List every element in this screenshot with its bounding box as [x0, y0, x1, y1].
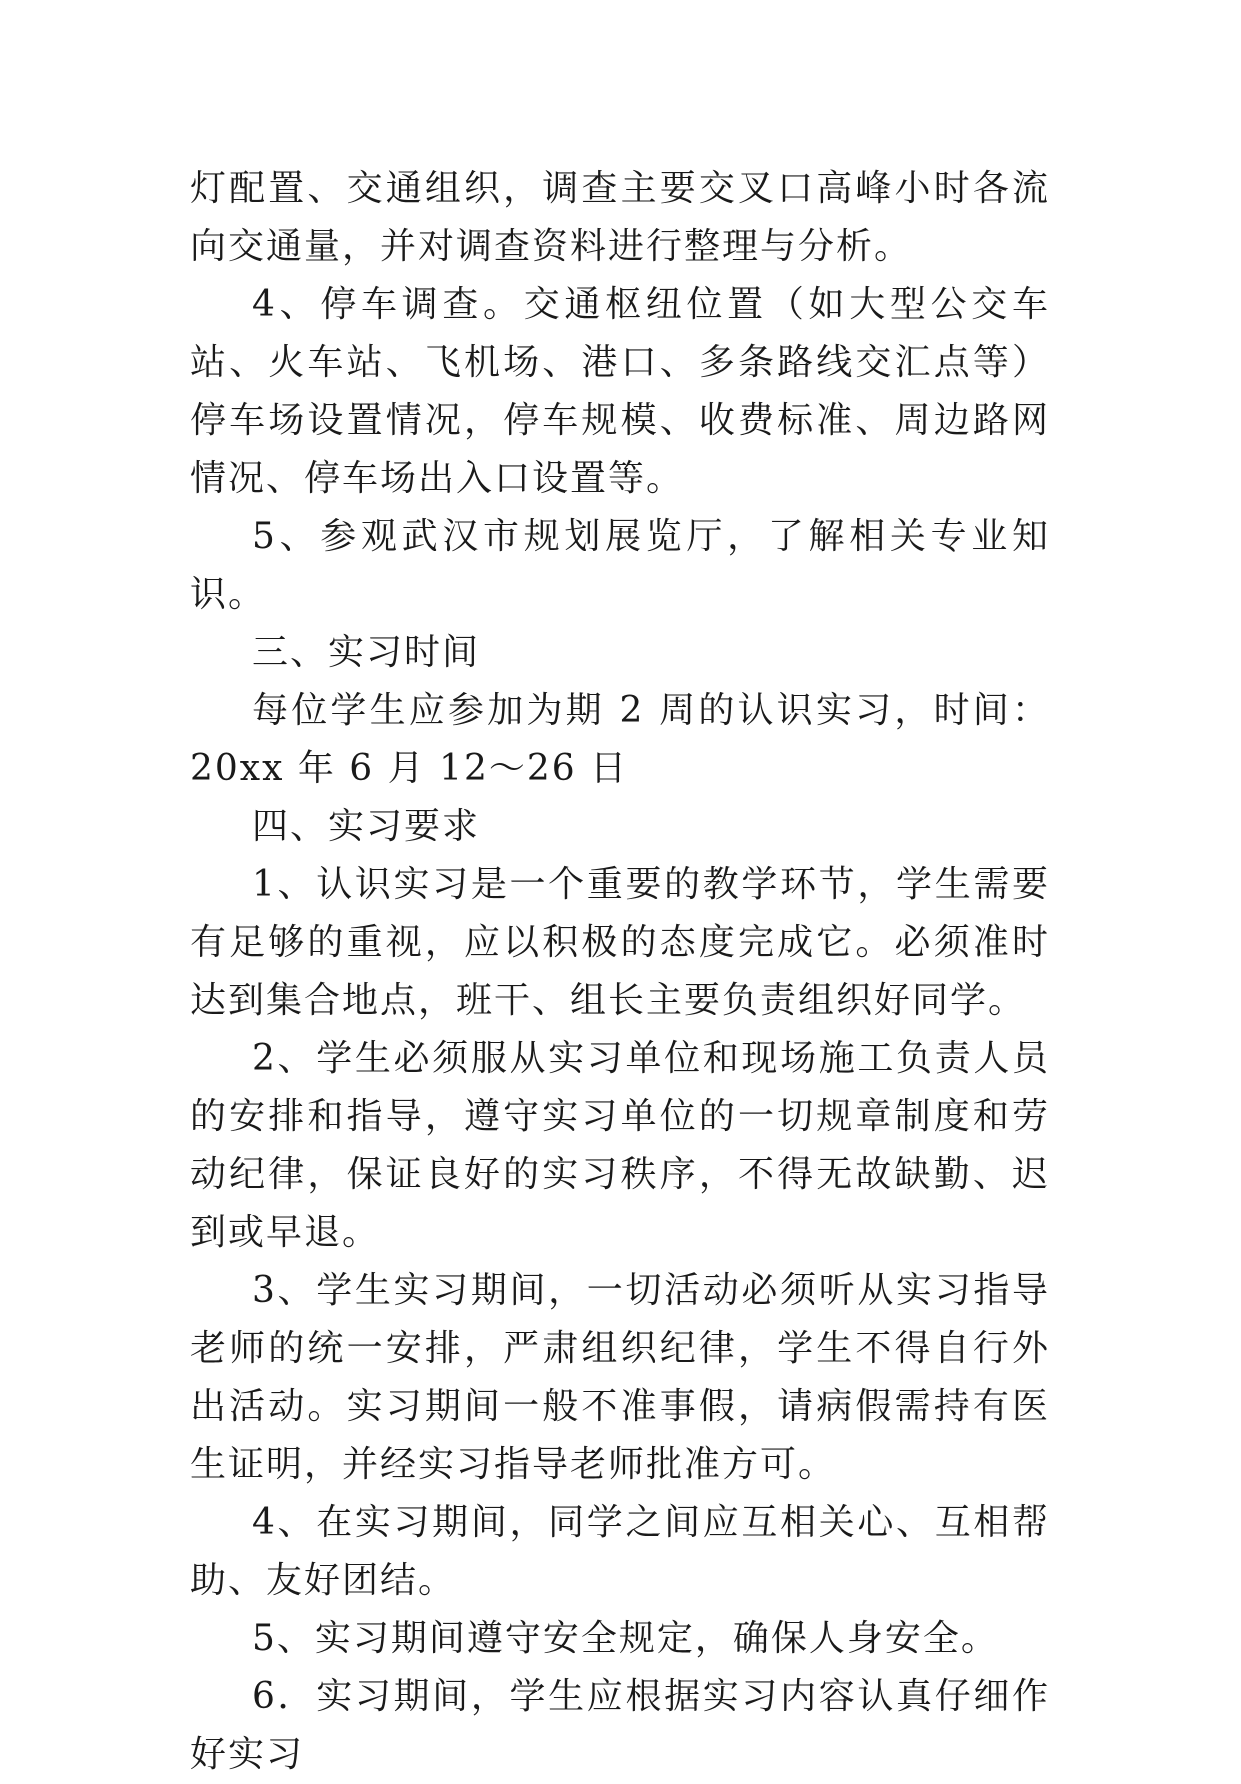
heading-internship-time: 三、实习时间 [252, 632, 481, 673]
paragraph-exhibition-visit: 5、参观武汉市规划展览厅，了解相关专业知识。 [190, 516, 1050, 615]
paragraph-internship-dates: 每位学生应参加为期 2 周的认识实习，时间：20xx 年 6 月 12～26 日 [190, 690, 1050, 789]
paragraph-requirement-6: 6．实习期间，学生应根据实习内容认真仔细作好实习 [190, 1676, 1050, 1775]
heading-internship-requirements: 四、实习要求 [252, 806, 481, 847]
paragraph-requirement-3: 3、学生实习期间，一切活动必须听从实习指导老师的统一安排，严肃组织纪律，学生不得自行外出活动。实习期间一般不准事假，请病假需持有医生证明，并经实习指导老师批准方可。 [190, 1270, 1050, 1485]
paragraph-traffic-survey-cont: 灯配置、交通组织，调查主要交叉口高峰小时各流向交通量，并对调查资料进行整理与分析。 [190, 168, 1050, 267]
paragraph-requirement-5: 5、实习期间遵守安全规定，确保人身安全。 [252, 1618, 999, 1659]
paragraph-requirement-1: 1、认识实习是一个重要的教学环节，学生需要有足够的重视，应以积极的态度完成它。必须准时达到集合地点，班干、组长主要负责组织好同学。 [190, 864, 1050, 1021]
paragraph-requirement-4: 4、在实习期间，同学之间应互相关心、互相帮助、友好团结。 [190, 1502, 1050, 1601]
paragraph-parking-survey: 4、停车调查。交通枢纽位置（如大型公交车站、火车站、飞机场、港口、多条路线交汇点等）停车场设置情况，停车规模、收费标准、周边路网情况、停车场出入口设置等。 [190, 284, 1050, 499]
paragraph-requirement-2: 2、学生必须服从实习单位和现场施工负责人员的安排和指导，遵守实习单位的一切规章制度和劳动纪律，保证良好的实习秩序，不得无故缺勤、迟到或早退。 [190, 1038, 1050, 1253]
document-body [190, 160, 1050, 1784]
